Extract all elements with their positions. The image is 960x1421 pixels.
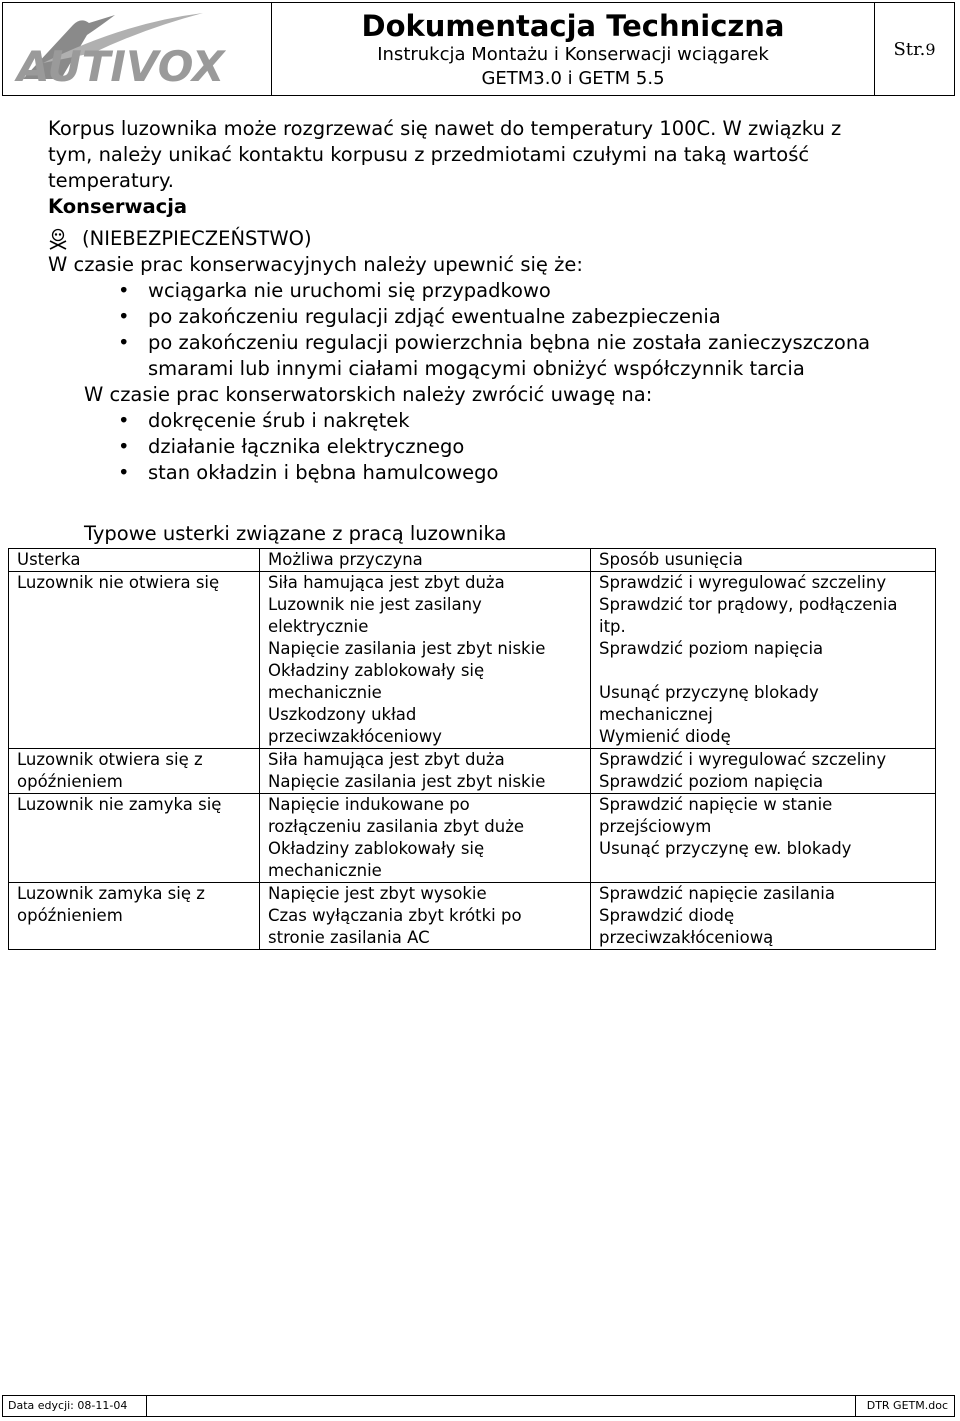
list-item: • działanie łącznika elektrycznego	[118, 434, 928, 460]
skull-crossbones-icon	[48, 228, 68, 250]
document-footer	[2, 1395, 955, 1417]
cell-line: Usunąć przyczynę ew. blokady	[599, 839, 852, 858]
cell-line: Sprawdzić tor prądowy, podłączenia	[599, 595, 898, 614]
table-header-row	[9, 549, 936, 572]
list-item-continuation: smarami lub innymi ciałami mogącymi obniżyć współczynnik tarcia	[148, 357, 805, 380]
fault-cell	[9, 883, 260, 950]
cause-cell	[260, 794, 591, 883]
intro-line-3: temperatury.	[48, 169, 174, 192]
maintenance-intro: W czasie prac konserwacyjnych należy upewnić się że:	[48, 253, 583, 276]
document-title: Dokumentacja Techniczna	[361, 9, 785, 43]
column-header-cause: Możliwa przyczyna	[260, 549, 591, 572]
cell-line: Sprawdzić i wyregulować szczeliny	[599, 750, 887, 769]
cell-line: Sprawdzić napięcie zasilania	[599, 884, 836, 903]
cell-line: Napięcie indukowane po	[268, 795, 470, 814]
cell-line: Czas wyłączania zbyt krótki po	[268, 906, 522, 925]
page-label: Str.	[893, 38, 926, 60]
cell-line: mechanicznej	[599, 705, 713, 724]
cell-line: Uszkodzony układ	[268, 705, 417, 724]
cell-line: Luzownik zamyka się z	[17, 884, 205, 903]
intro-line-2: tym, należy unikać kontaktu korpusu z przedmiotami czułymi na taką wartość	[48, 143, 810, 166]
fix-cell	[591, 883, 936, 950]
list-item: • po zakończeniu regulacji powierzchnia bębna nie została zanieczyszczona	[118, 330, 928, 356]
cell-line: Luzownik nie otwiera się	[17, 573, 220, 592]
table-row	[9, 749, 936, 794]
cell-line: opóźnieniem	[17, 772, 123, 791]
cause-cell	[260, 883, 591, 950]
file-name: DTR GETM.doc	[866, 1399, 948, 1412]
intro-line-1: Korpus luzownika może rozgrzewać się nawet do temperatury 100C. W związku z	[48, 117, 842, 140]
column-header-fault: Usterka	[9, 549, 260, 572]
cell-line: Okładziny zablokowały się	[268, 661, 485, 680]
document-header	[2, 2, 955, 96]
cell-line: rozłączeniu zasilania zbyt duże	[268, 817, 525, 836]
check-intro: W czasie prac konserwatorskich należy zwrócić uwagę na:	[84, 383, 653, 406]
fix-cell	[591, 794, 936, 883]
warning-line	[48, 226, 928, 252]
cause-cell	[260, 572, 591, 749]
cell-line: Napięcie jest zbyt wysokie	[268, 884, 487, 903]
cell-line: Sprawdzić diodę	[599, 906, 735, 925]
cell-line: Usunąć przyczynę blokady	[599, 683, 819, 702]
page-number-cell	[875, 3, 954, 95]
table-row	[9, 883, 936, 950]
table-title: Typowe usterki związane z pracą luzownika	[84, 522, 507, 545]
logo	[3, 3, 272, 95]
svg-text:AUTIVOX: AUTIVOX	[17, 42, 225, 91]
document-body	[48, 116, 928, 486]
cell-line: Sprawdzić napięcie w stanie	[599, 795, 833, 814]
faults-table	[8, 548, 936, 950]
title-block	[272, 3, 875, 95]
cell-gap	[599, 660, 927, 682]
list-item: • wciągarka nie uruchomi się przypadkowo	[118, 278, 928, 304]
cell-line: przeciwzakłóceniową	[599, 928, 774, 947]
fault-cell	[9, 572, 260, 749]
cell-line: przejściowym	[599, 817, 712, 836]
list-item: • stan okładzin i bębna hamulcowego	[118, 460, 928, 486]
fault-cell	[9, 794, 260, 883]
document-subtitle-1: Instrukcja Montażu i Konserwacji wciągarek	[377, 44, 769, 65]
autivox-logo	[3, 3, 269, 95]
check-list	[48, 408, 928, 486]
cell-line: Siła hamująca jest zbyt duża	[268, 750, 505, 769]
cause-cell	[260, 749, 591, 794]
table-row	[9, 794, 936, 883]
cell-line: Napięcie zasilania jest zbyt niskie	[268, 772, 546, 791]
cell-line: Luzownik otwiera się z	[17, 750, 203, 769]
footer-spacer	[147, 1396, 856, 1416]
cell-line: Luzownik nie zamyka się	[17, 795, 222, 814]
cell-line: Okładziny zablokowały się	[268, 839, 485, 858]
cell-line: Wymienić diodę	[599, 727, 731, 746]
cell-line: Napięcie zasilania jest zbyt niskie	[268, 639, 546, 658]
cell-line: Luzownik nie jest zasilany	[268, 595, 482, 614]
list-item: • dokręcenie śrub i nakrętek	[118, 408, 928, 434]
section-heading: Konserwacja	[48, 195, 188, 218]
cell-line: Sprawdzić i wyregulować szczeliny	[599, 573, 887, 592]
cell-line: Sprawdzić poziom napięcia	[599, 639, 824, 658]
cell-line: przeciwzakłóceniowy	[268, 727, 442, 746]
document-subtitle-2: GETM3.0 i GETM 5.5	[481, 68, 665, 89]
maintenance-list	[48, 278, 928, 356]
cell-line: stronie zasilania AC	[268, 928, 430, 947]
column-header-fix: Sposób usunięcia	[591, 549, 936, 572]
table-row	[9, 572, 936, 749]
fix-cell	[591, 749, 936, 794]
page-number: 9	[925, 39, 936, 59]
cell-line: mechanicznie	[268, 861, 382, 880]
edition-date: Data edycji: 08-11-04	[3, 1396, 147, 1416]
cell-line: mechanicznie	[268, 683, 382, 702]
fix-cell	[591, 572, 936, 749]
fault-cell	[9, 749, 260, 794]
cell-line: opóźnieniem	[17, 906, 123, 925]
cell-line: itp.	[599, 617, 626, 636]
warning-label: (NIEBEZPIECZEŃSTWO)	[82, 227, 312, 250]
cell-line: Sprawdzić poziom napięcia	[599, 772, 824, 791]
cell-line: elektrycznie	[268, 617, 369, 636]
cell-line: Siła hamująca jest zbyt duża	[268, 573, 505, 592]
list-item: • po zakończeniu regulacji zdjąć ewentualne zabezpieczenia	[118, 304, 928, 330]
